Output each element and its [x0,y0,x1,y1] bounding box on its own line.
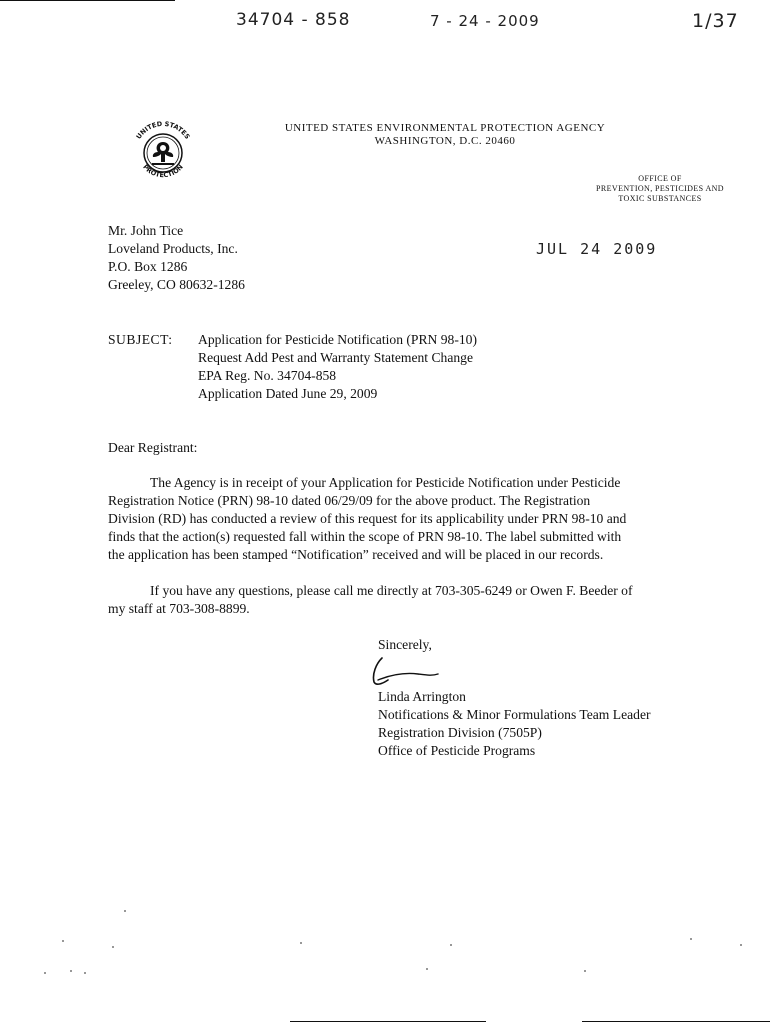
closing: Sincerely, [378,637,432,652]
recipient-po-box: P.O. Box 1286 [108,259,188,274]
subject-line-4: Application Dated June 29, 2009 [198,386,378,401]
seal-top-text: UNITED STATES [134,119,192,141]
scan-speck [112,946,114,948]
body-paragraph-2 [108,582,708,618]
date-stamp: JUL 24 2009 [536,240,658,258]
signer-title: Notifications & Minor Formulations Team Leader [378,707,651,722]
epa-seal-logo [122,112,204,194]
scan-speck [584,970,586,972]
office-block [580,174,740,204]
office-line-3: TOXIC SUBSTANCES [618,194,702,203]
office-line-1: OFFICE OF [638,174,682,183]
recipient-company: Loveland Products, Inc. [108,241,238,256]
subject-line-2: Request Add Pest and Warranty Statement Change [198,350,474,365]
paragraph-2-line-1: If you have any questions, please call me directly at 703-305-6249 or Owen F. Beeder of [150,583,633,598]
office-line-2: PREVENTION, PESTICIDES AND [596,184,724,193]
paragraph-1-line-4: finds that the action(s) requested fall within the scope of PRN 98-10. The label submitted with [108,529,622,544]
paragraph-1-line-5: the application has been stamped “Notification” received and will be placed in our records. [108,547,604,562]
scan-speck [740,944,742,946]
handwritten-date: 7 - 24 - 2009 [430,12,540,30]
subject-line-3: EPA Reg. No. 34704-858 [198,368,337,383]
signer-name: Linda Arrington [378,689,466,704]
signer-block [378,688,651,760]
signer-office: Office of Pesticide Programs [378,743,536,758]
scan-speck [690,938,692,940]
bottom-scan-line [582,1021,770,1022]
scan-speck [70,970,72,972]
agency-name: UNITED STATES ENVIRONMENTAL PROTECTION AGENCY [284,122,606,134]
subject-label: SUBJECT: [108,332,173,347]
handwritten-signature [368,650,448,690]
scan-speck [84,972,86,974]
scan-speck [450,944,452,946]
scan-speck [44,972,46,974]
scan-speck [300,942,302,944]
paragraph-1-line-3: Division (RD) has conducted a review of this request for its applicability under PRN 98-10 and [108,511,627,526]
subject-line-1: Application for Pesticide Notification (PRN 98-10) [198,332,477,347]
paragraph-1-line-1: The Agency is in receipt of your Application for Pesticide Notification under Pesticide [150,475,621,490]
paragraph-1-line-2: Registration Notice (PRN) 98-10 dated 06/29/09 for the above product. The Registration [108,493,591,508]
subject-block [198,331,477,403]
agency-header [260,122,630,148]
paragraph-2-line-2: my staff at 703-308-8899. [108,601,250,616]
agency-address: WASHINGTON, D.C. 20460 [374,135,516,147]
signer-division: Registration Division (7505P) [378,725,542,740]
recipient-name: Mr. John Tice [108,223,184,238]
salutation: Dear Registrant: [108,440,198,455]
body-paragraph-1 [108,474,708,564]
recipient-address [108,222,245,294]
scan-speck [426,968,428,970]
top-scan-line [0,0,175,1]
bottom-scan-line [290,1021,486,1022]
scan-speck [124,910,126,912]
scan-speck [62,940,64,942]
handwritten-reg-number: 34704 - 858 [236,10,351,30]
recipient-city: Greeley, CO 80632-1286 [108,277,245,292]
handwritten-page-number: 1/37 [692,10,739,32]
seal-bottom-text: PROTECTION [141,162,185,180]
